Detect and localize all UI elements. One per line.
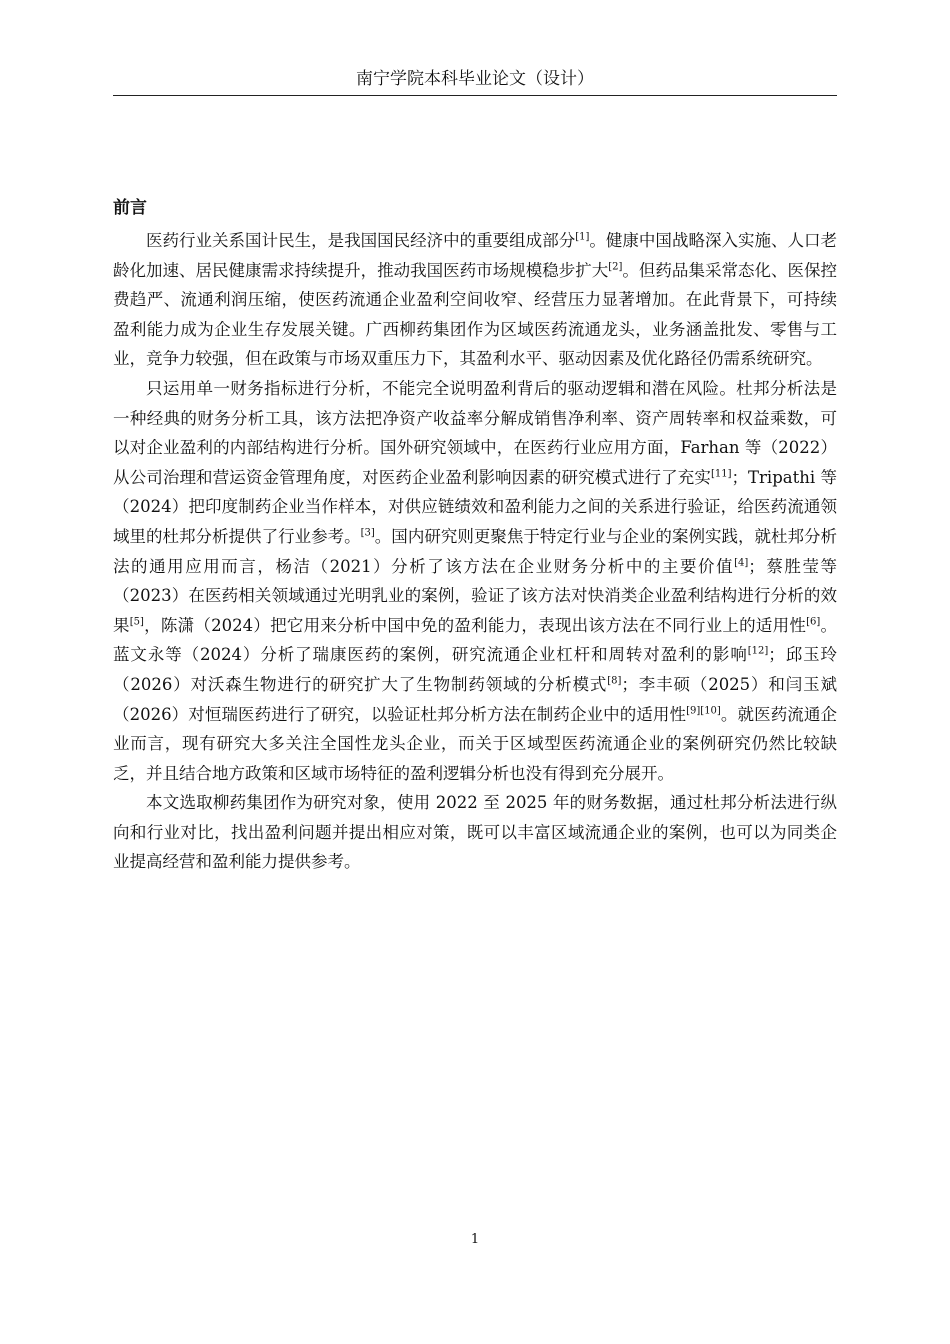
citation-marker: [9][10]: [686, 705, 721, 716]
page-number: 1: [470, 1232, 480, 1247]
paragraph-2: [113, 374, 837, 788]
text-run: ，陈潇（2024）把它用来分析中国中免的盈利能力，表现出该方法在不同行业上的适用性: [143, 615, 807, 635]
paragraph-1: [113, 226, 837, 374]
citation-marker: [2]: [608, 261, 623, 273]
citation-marker: [11]: [711, 468, 732, 480]
citation-marker: [3]: [360, 527, 375, 539]
section-title: 前言: [113, 198, 147, 218]
text-run: ；Tripathi 等（2024）把印度制药企业当作样本，对供应链绩效和盈利能力之间的关系进行验证，给医药流通领域里的杜邦分析提供了行业参考。: [113, 467, 837, 546]
body-text: [113, 226, 837, 877]
text-run: ；李丰硕（2025）和闫玉斌（2026）对恒瑞医药进行了研究，以验证杜邦分析方法在制药企业中的适用性: [113, 674, 837, 724]
text-run: ；蔡胜莹等（2023）在医药相关领域通过光明乳业的案例，验证了该方法对快消类企业盈利结构进行分析的效果: [113, 556, 837, 635]
text-run: 。国内研究则更聚焦于特定行业与企业的案例实践，就杜邦分析法的通用应用而言，杨洁（2021）分析了该方法在企业财务分析中的主要价值: [113, 526, 838, 576]
citation-marker: [1]: [575, 231, 590, 243]
running-header: 南宁学院本科毕业论文（设计）: [356, 69, 594, 89]
citation-marker: [8]: [607, 675, 622, 687]
text-run: 只运用单一财务指标进行分析，不能完全说明盈利背后的驱动逻辑和潜在风险。杜邦分析法是一种经典的财务分析工具，该方法把净资产收益率分解成销售净利率、资产周转率和权益乘数，可以对企业盈利的内部结构进行分析。国外研究领域中，在医药行业应用方面，Farhan 等（2022）从公司治理和营运资金管理角度，对医药企业盈利影响因素的研究模式进行了充实: [113, 378, 837, 487]
citation-marker: [12]: [747, 645, 769, 657]
text-run: 。健康中国战略深入实施、人口老龄化加速、居民健康需求持续提升，推动我国医药市场规模稳步扩大: [113, 231, 838, 280]
text-run: 。但药品集采常态化、医保控费趋严、流通利润压缩，使医药流通企业盈利空间收窄、经营压力显著增加。在此背景下，可持续盈利能力成为企业生存发展关键。广西柳药集团作为区域医药流通龙头，业务涵盖批发、零售与工业，竞争力较强，但在政策与市场双重压力下，其盈利水平、驱动因素及优化路径仍需系统研究。: [113, 260, 838, 369]
header-rule: [113, 95, 837, 96]
citation-marker: [5]: [129, 616, 144, 628]
paragraph-3: [113, 788, 837, 877]
citation-marker: [6]: [806, 616, 821, 628]
text-run: 。就医药流通企业而言，现有研究大多关注全国性龙头企业，而关于区域型医药流通企业的案例研究仍然比较缺乏，并且结合地方政策和区域市场特征的盈利逻辑分析也没有得到充分展开。: [113, 704, 837, 783]
text-run: 本文选取柳药集团作为研究对象，使用 2022 至 2025 年的财务数据，通过杜邦分析法进行纵向和行业对比，找出盈利问题并提出相应对策，既可以丰富区域流通企业的案例，也可以为同类企业提高经营和盈利能力提供参考。: [113, 793, 837, 872]
text-run: 医药行业关系国计民生，是我国国民经济中的重要组成部分: [146, 231, 576, 250]
citation-marker: [4]: [734, 557, 749, 569]
text-run: 。蓝文永等（2024）分析了瑞康医药的案例，研究流通企业杠杆和周转对盈利的影响: [113, 615, 837, 665]
text-run: ；邱玉玲（2026）对沃森生物进行的研究扩大了生物制药领域的分析模式: [113, 645, 838, 694]
